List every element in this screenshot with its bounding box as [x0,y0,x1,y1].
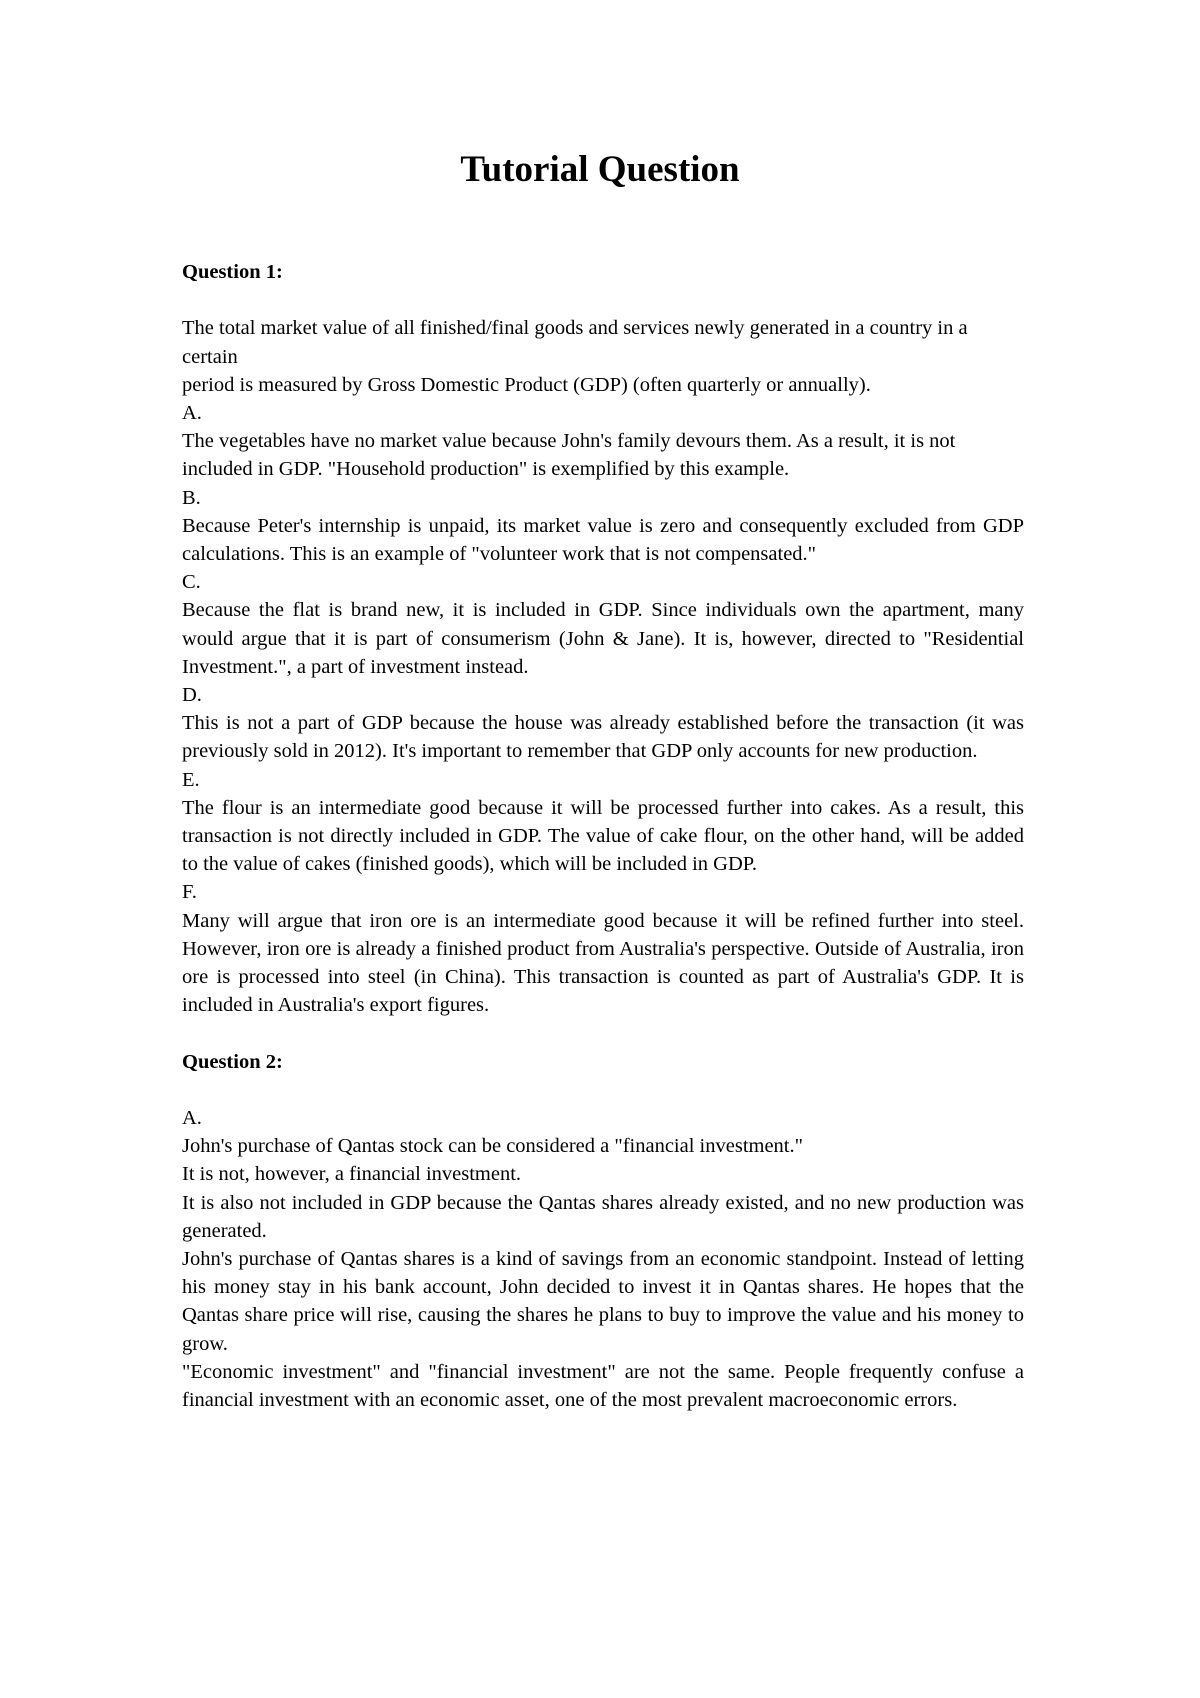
page-title: Tutorial Question [460,149,740,190]
q2-line-4: John's purchase of Qantas shares is a kind of savings from an economic standpoint. Instead of letting his money stay in his bank account, John decided to invest it in Qantas shares. He hopes that the Qantas share price will rise, causing the shares he plans to buy to improve the value and his money to grow. [182,1248,1024,1355]
spacer [182,286,1024,314]
q2-line-3: It is also not included in GDP because the Qantas shares already existed, and no new production was generated. [182,1191,1024,1242]
q1-c-label: C. [182,571,201,594]
document-body [182,258,1024,1414]
q1-b-label: B. [182,486,201,509]
q1-d-text: This is not a part of GDP because the house was already established before the transaction (it was previously sold in 2012). It's important to remember that GDP only accounts for new production. [182,712,1024,763]
spacer [182,1076,1024,1104]
q2-line-2: It is not, however, a financial investment. [182,1163,522,1186]
q1-f-label: F. [182,881,197,904]
spacer [182,1019,1024,1047]
q1-a-text: The vegetables have no market value because John's family devours them. As a result, it is not included in GDP. "Household production" is exemplified by this example. [182,430,956,481]
q1-c-text: Because the flat is brand new, it is included in GDP. Since individuals own the apartment, many would argue that it is part of consumerism (John & Jane). It is, however, directed to "Residential Investment.", a part of investment instead. [182,599,1024,678]
q1-a-label: A. [182,402,202,424]
q2-line-5: "Economic investment" and "financial investment" are not the same. People frequently confuse a financial investment with an economic asset, one of the most prevalent macroeconomic errors. [182,1360,1024,1412]
q1-e-label: E. [182,768,200,791]
q1-intro-line-2: period is measured by Gross Domestic Product (GDP) (often quarterly or annually). [182,373,871,396]
q1-b-text: Because Peter's internship is unpaid, its market value is zero and consequently excluded from GDP calculations. This is an example of "volunteer work that is not compensated." [182,514,1024,566]
q1-d-label: D. [182,684,202,707]
q2-a-label: A. [182,1107,202,1130]
q1-intro-line-1: The total market value of all finished/final goods and services newly generated in a country in a certain [182,317,968,368]
q1-f-text: Many will argue that iron ore is an intermediate good because it will be refined further into steel. However, iron ore is already a finished product from Australia's perspective. Outside of Australia, iron ore is processed into steel (in China). This transaction is counted as part of Australia's GDP. It is included in Australia's export figures. [182,909,1024,1017]
question-2-heading: Question 2: [182,1050,283,1073]
q2-line-1: John's purchase of Qantas stock can be considered a "financial investment." [182,1135,803,1158]
q1-e-text: The flour is an intermediate good because it will be processed further into cakes. As a result, this transaction is not directly included in GDP. The value of cake flour, on the other hand, will be added to the value of cakes (finished goods), which will be included in GDP. [182,796,1024,876]
question-1-heading: Question 1: [182,261,283,283]
